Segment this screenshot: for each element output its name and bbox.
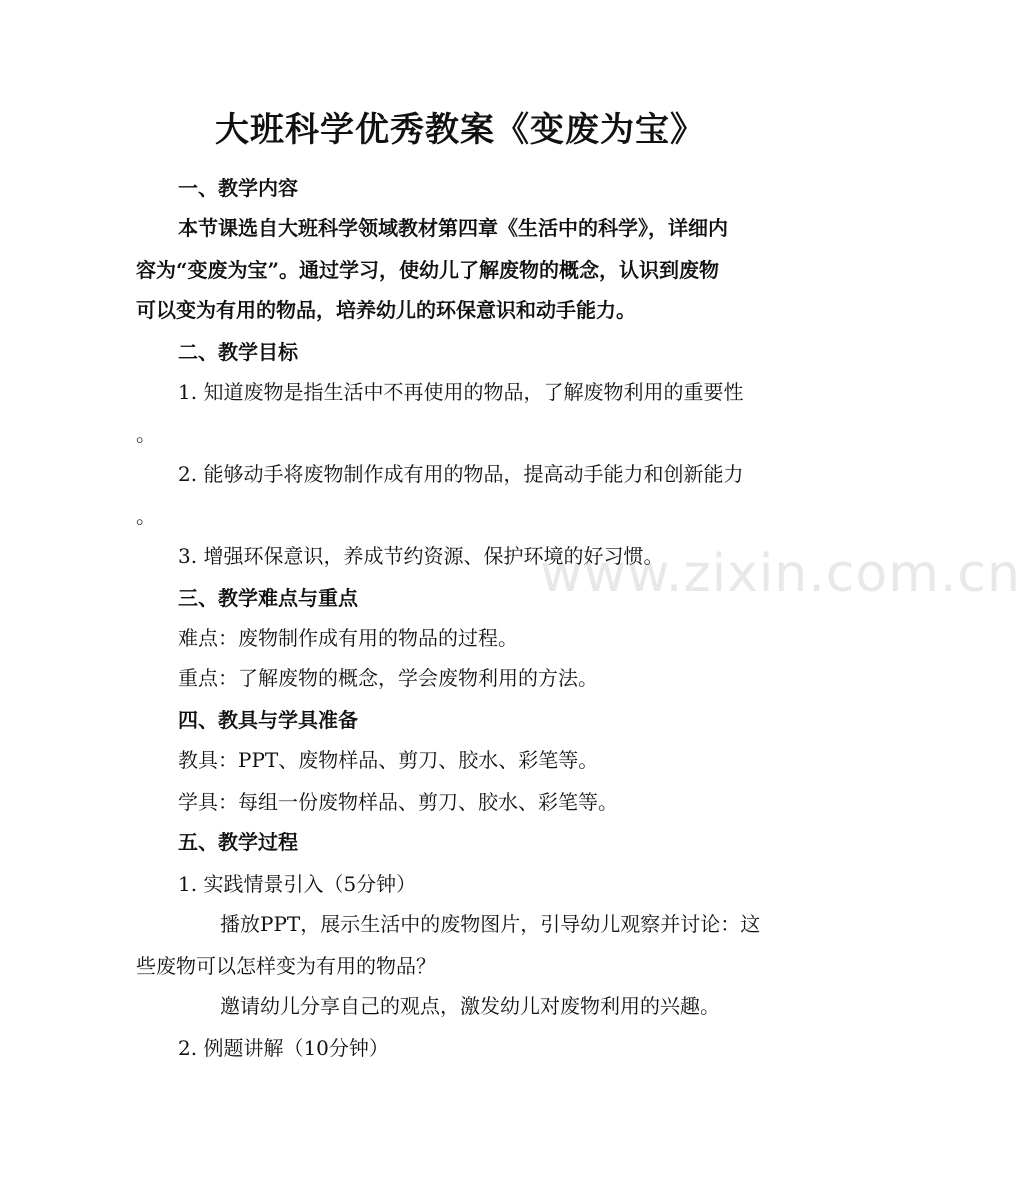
process-step-2-title: 2. 例题讲解（10分钟） bbox=[178, 1036, 389, 1060]
process-step-1-line-1: 播放PPT，展示生活中的废物图片，引导幼儿观察并讨论：这 bbox=[220, 912, 761, 936]
section-heading-process: 五、教学过程 bbox=[178, 830, 298, 854]
process-step-1-line-3: 邀请幼儿分享自己的观点，激发幼儿对废物利用的兴趣。 bbox=[220, 994, 720, 1018]
content-paragraph-line-3: 可以变为有用的物品，培养幼儿的环保意识和动手能力。 bbox=[136, 298, 636, 322]
objective-item-2-tail: 。 bbox=[136, 504, 156, 528]
content-paragraph-line-2: 容为“变废为宝”。通过学习，使幼儿了解废物的概念，认识到废物 bbox=[136, 258, 720, 282]
process-step-1-line-2: 些废物可以怎样变为有用的物品？ bbox=[136, 954, 436, 978]
section-heading-materials: 四、教具与学具准备 bbox=[178, 708, 358, 732]
content-paragraph-line-1: 本节课选自大班科学领域教材第四章《生活中的科学》，详细内 bbox=[178, 216, 728, 240]
objective-item-3: 3. 增强环保意识，养成节约资源、保护环境的好习惯。 bbox=[178, 544, 664, 568]
watermark: www.zixin.com.cn bbox=[540, 544, 1021, 604]
student-materials-line: 学具：每组一份废物样品、剪刀、胶水、彩笔等。 bbox=[178, 790, 618, 814]
section-heading-content: 一、教学内容 bbox=[178, 176, 298, 200]
document-title: 大班科学优秀教案《变废为宝》 bbox=[215, 110, 705, 150]
key-point-line: 重点：了解废物的概念，学会废物利用的方法。 bbox=[178, 666, 598, 690]
section-heading-difficulties: 三、教学难点与重点 bbox=[178, 586, 358, 610]
objective-item-2: 2. 能够动手将废物制作成有用的物品，提高动手能力和创新能力 bbox=[178, 462, 744, 486]
teacher-materials-line: 教具：PPT、废物样品、剪刀、胶水、彩笔等。 bbox=[178, 748, 599, 772]
objective-item-1: 1. 知道废物是指生活中不再使用的物品，了解废物利用的重要性 bbox=[178, 380, 744, 404]
difficulty-line: 难点：废物制作成有用的物品的过程。 bbox=[178, 626, 518, 650]
objective-item-1-tail: 。 bbox=[136, 422, 156, 446]
process-step-1-title: 1. 实践情景引入（5分钟） bbox=[178, 872, 417, 896]
section-heading-objectives: 二、教学目标 bbox=[178, 340, 298, 364]
